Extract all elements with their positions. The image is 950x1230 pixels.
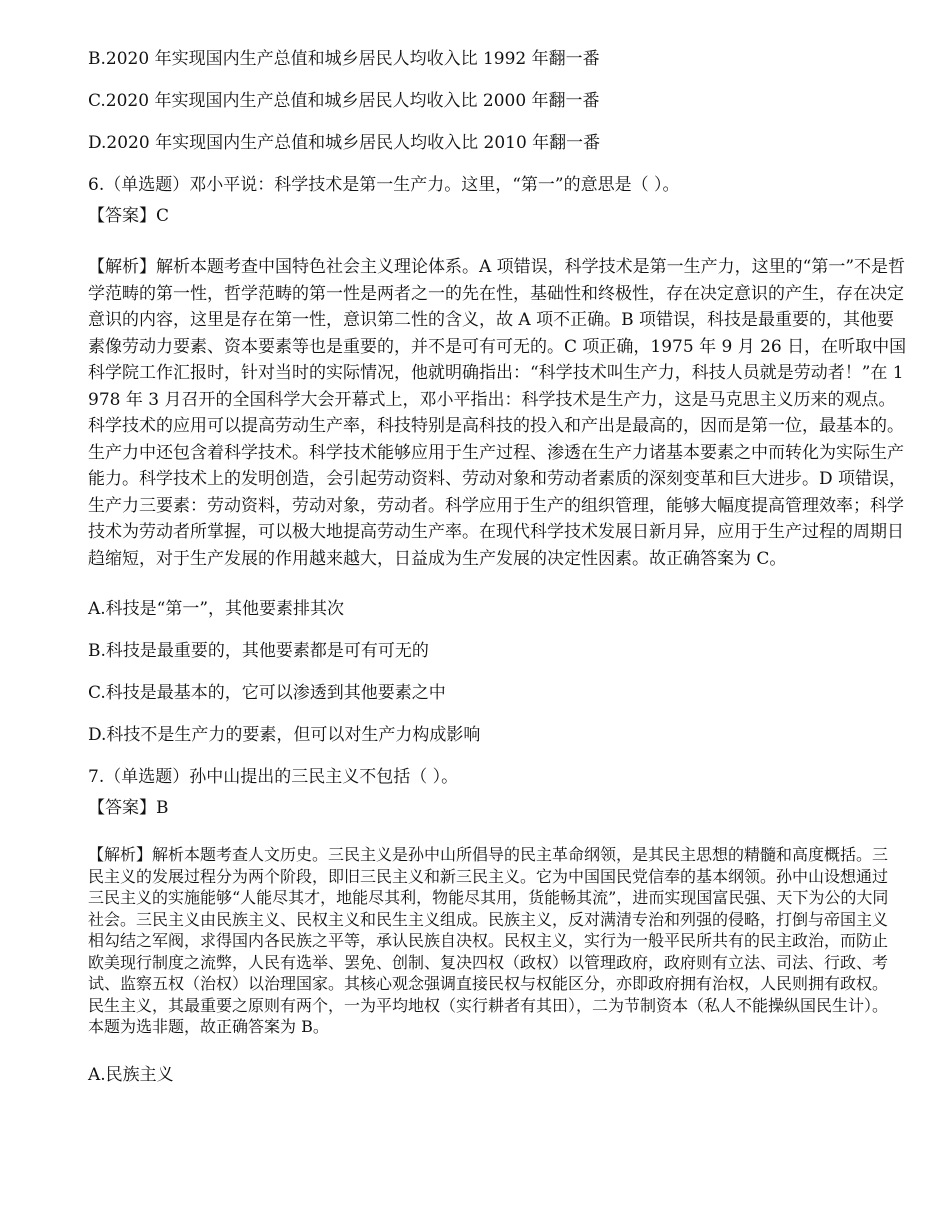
q6-answer: 【答案】C <box>88 206 170 226</box>
q6-option-d: D.科技不是生产力的要素，但可以对生产力构成影响 <box>88 725 481 745</box>
q6-analysis: 【解析】解析本题考查中国特色社会主义理论体系。A 项错误，科学技术是第一生产力，这里的“第一”不是哲学范畴的第一性，哲学范畴的第一性是两者之一的先在性，基础性和终极性，存在决定意识的产生，存在决定意识的内容，这里是存在第一性，意识第二性的含义，故 A 项不正确。B 项错误，科技是最重要的，其他要素像劳动力要素、资本要素等也是重要的，并不是可有可无的。C 项正确，1975 年 9 月 26 日，在听取中国科学院工作汇报时，针对当时的实际情况，他就明确指出：“科学技术叫生产力，科技人员就是劳动者！”在 1978 年 3 月召开的全国科学大会开幕式上，邓小平指出：科学技术是生产力，这是马克思主义历来的观点。科学技术的应用可以提高劳动生产率，科技特别是高科技的投入和产出是最高的，因而是第一位，最基本的。生产力中还包含着科学技术。科学技术能够应用于生产过程、渗透在生产力诸基本要素之中而转化为实际生产能力。科学技术上的发明创造，会引起劳动资料、劳动对象和劳动者素质的深刻变革和巨大进步。D 项错误，生产力三要素：劳动资料，劳动对象，劳动者。科学应用于生产的组织管理，能够大幅度提高管理效率；科学技术为劳动者所掌握，可以极大地提高劳动生产率。在现代科学技术发展日新月异，应用于生产过程的周期日趋缩短，对于生产发展的作用越来越大，日益成为生产发展的决定性因素。故正确答案为 C。 <box>88 257 907 569</box>
q5-option-c: C.2020 年实现国内生产总值和城乡居民人均收入比 2000 年翻一番 <box>88 91 600 111</box>
document-page <box>88 0 908 1086</box>
q7-analysis: 【解析】解析本题考查人文历史。三民主义是孙中山所倡导的民主革命纲领，是其民主思想的精髓和高度概括。三民主义的发展过程分为两个阶段，即旧三民主义和新三民主义。它为中国国民党信奉的基本纲领。孙中山设想通过三民主义的实施能够“人能尽其才，地能尽其利，物能尽其用，货能畅其流”，进而实现国富民强、天下为公的大同社会。三民主义由民族主义、民权主义和民生主义组成。民族主义，反对满清专治和列强的侵略，打倒与帝国主义相勾结之军阀，求得国内各民族之平等，承认民族自决权。民权主义，实行为一般平民所共有的民主政治，而防止欧美现行制度之流弊，人民有选举、罢免、创制、复决四权（政权）以管理政府，政府则有立法、司法、行政、考试、监察五权（治权）以治理国家。其核心观念强调直接民权与权能区分，亦即政府拥有治权，人民则拥有政权。民生主义，其最重要之原则有两个，一为平均地权（实行耕者有其田），二为节制资本（私人不能操纵国民生计）。本题为选非题，故正确答案为 B。 <box>88 845 889 1036</box>
q7-option-a: A.民族主义 <box>88 1064 174 1085</box>
q6-option-c: C.科技是最基本的，它可以渗透到其他要素之中 <box>88 683 446 703</box>
q5-option-b: B.2020 年实现国内生产总值和城乡居民人均收入比 1992 年翻一番 <box>88 49 600 69</box>
q6-option-a: A.科技是“第一”，其他要素排其次 <box>88 599 345 619</box>
q5-option-d: D.2020 年实现国内生产总值和城乡居民人均收入比 2010 年翻一番 <box>88 133 601 153</box>
q7-answer: 【答案】B <box>88 798 169 818</box>
q6-question: 6.（单选题）邓小平说：科学技术是第一生产力。这里，“第一”的意思是（ ）。 <box>88 175 680 195</box>
q7-question: 7.（单选题）孙中山提出的三民主义不包括（ ）。 <box>88 767 459 787</box>
q6-option-b: B.科技是最重要的，其他要素都是可有可无的 <box>88 641 429 661</box>
